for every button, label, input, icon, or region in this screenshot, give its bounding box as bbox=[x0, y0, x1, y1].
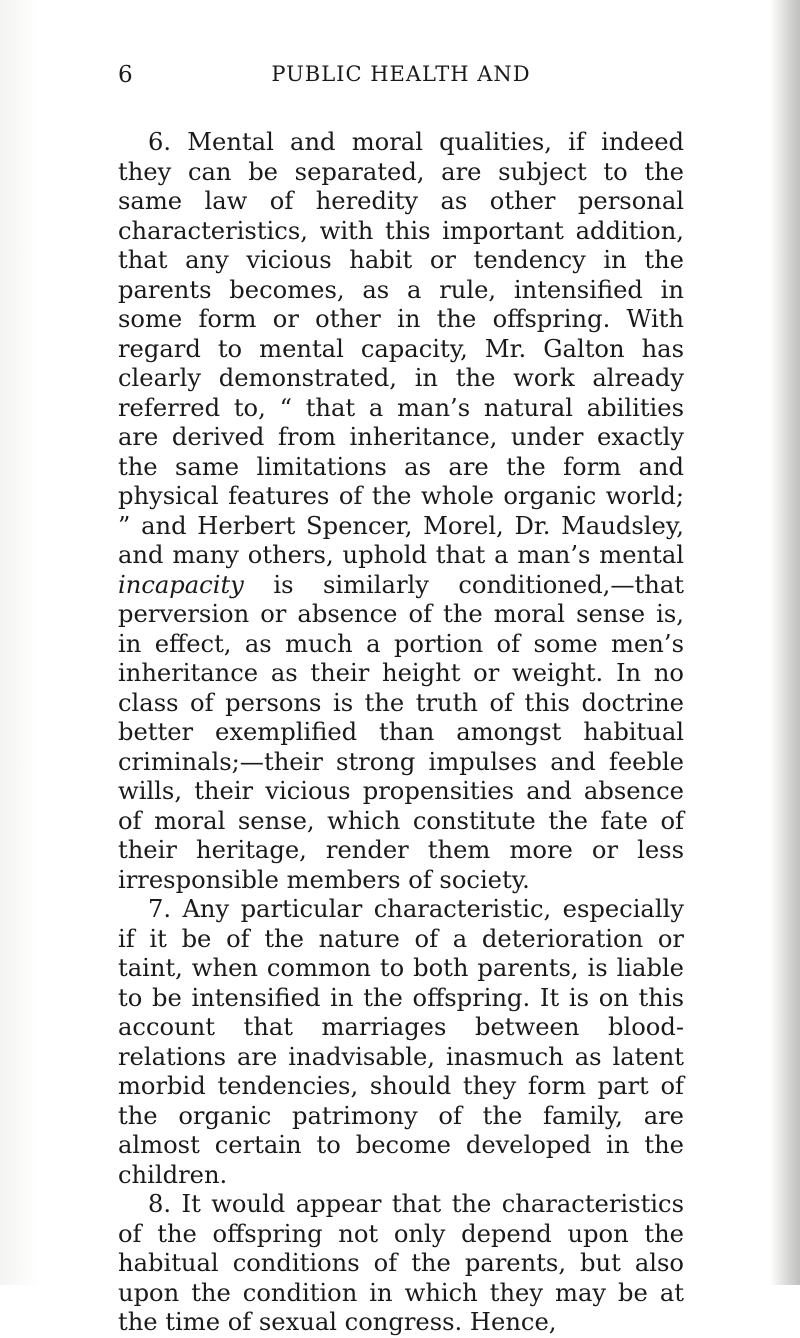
page-edge-shadow bbox=[770, 0, 800, 1285]
paragraph-6-italic-word: incapacity bbox=[118, 570, 244, 599]
paragraph-6-text-start: 6. Mental and moral qualities, if indeed they can be separated, are subject to the same law of heredity as other personal characteristics, with this important addition, that any vicious habit or tendency in the parents becomes, as a rule, intensified in some form or other in the offspring. With regard to mental capacity, Mr. Galton has clearly demonstrated, in the work already referred to, “ that a man’s natural abilities are derived from inheritance, under exactly the same limitations as are the form and physical features of the whole organic world; ” and Herbert Spencer, Morel, Dr. Maudsley, and many others, uphold that a man’s mental bbox=[118, 128, 684, 569]
running-title: PUBLIC HEALTH AND bbox=[271, 62, 531, 86]
body-text bbox=[118, 128, 684, 1338]
paragraph-7: 7. Any particular characteristic, especially if it be of the nature of a deterioration or taint, when common to both parents, is liable to be intensified in the offspring. It is on this account that marriages between blood-relations are inadvisable, inasmuch as latent morbid tendencies, should they form part of the organic patrimony of the family, are almost certain to become developed in the children. bbox=[118, 895, 684, 1189]
paragraph-8: 8. It would appear that the characteristics of the offspring not only depend upon the habitual conditions of the parents, but also upon the condition in which they may be at the time of sexual congress. Hence, bbox=[118, 1190, 684, 1336]
paragraph-6 bbox=[118, 128, 684, 895]
page-number: 6 bbox=[118, 62, 134, 88]
paragraph-6-text-end: is similarly conditioned,—that perversion or absence of the moral sense is, in effect, as much a portion of some men’s inheritance as their height or weight. In no class of persons is the truth of this doctrine better exemplified than amongst habitual criminals;—their strong impulses and feeble wills, their vicious propensities and absence of moral sense, which constitute the fate of their heritage, render them more or less irresponsible members of society. bbox=[118, 570, 684, 894]
page-header bbox=[118, 62, 684, 94]
